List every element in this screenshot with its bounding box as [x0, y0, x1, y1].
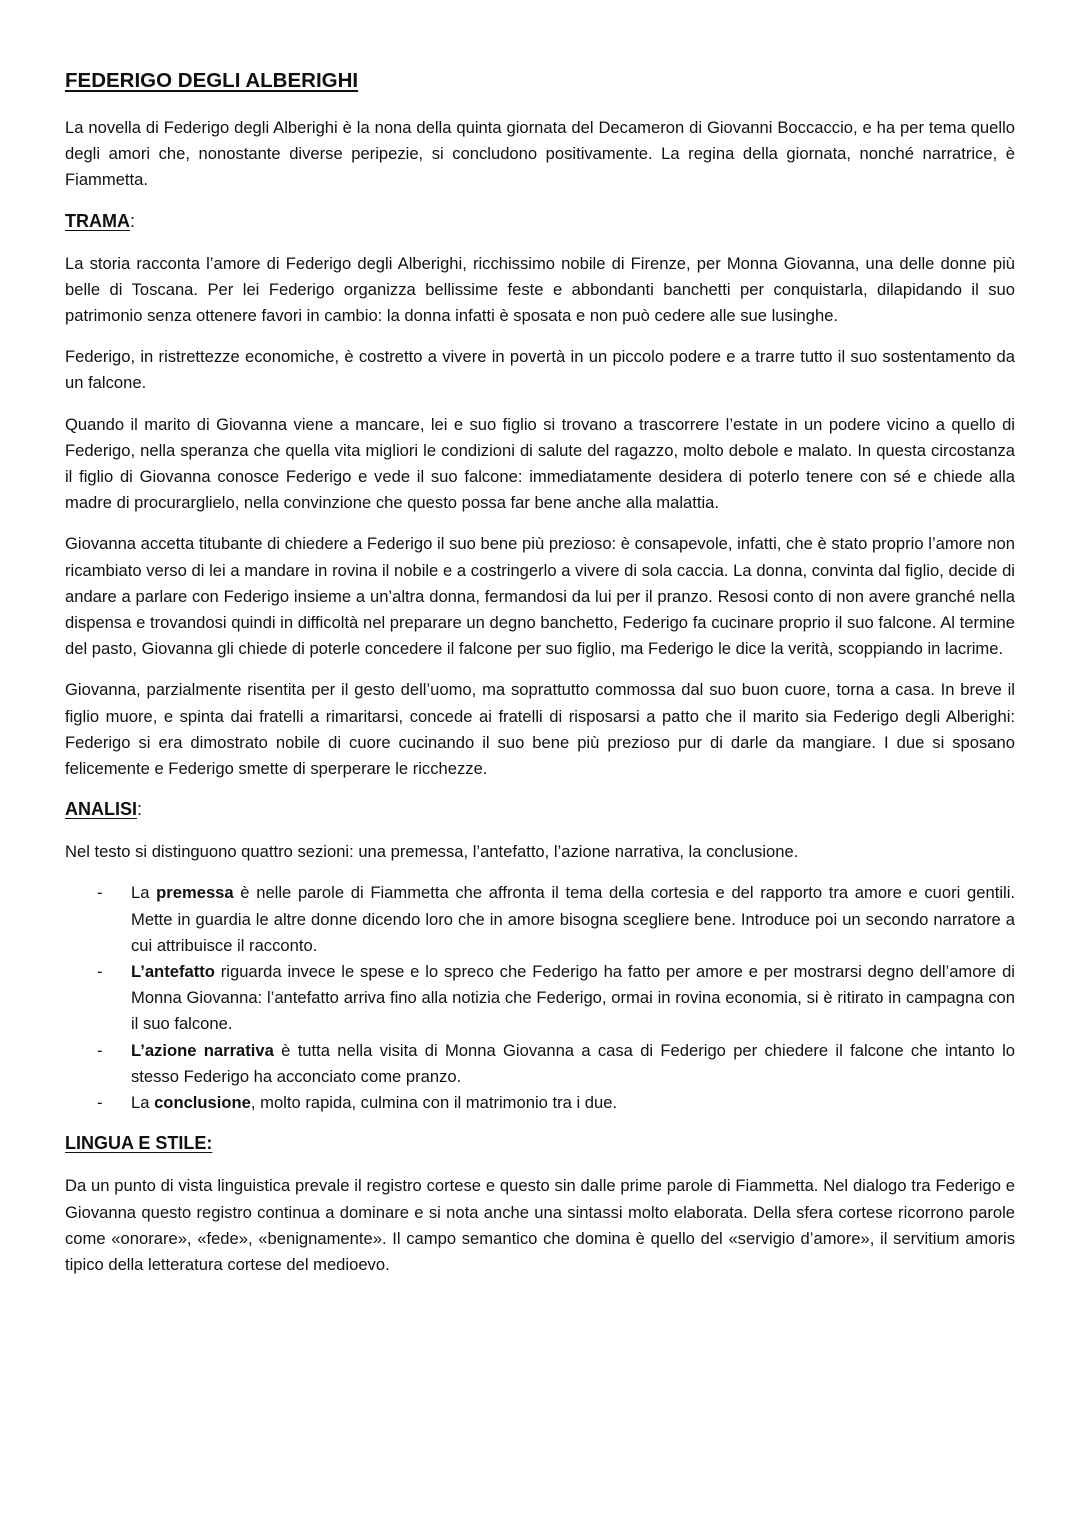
trama-paragraph-2: Federigo, in ristrettezze economiche, è costretto a vivere in povertà in un piccolo podere e a trarre tutto il suo sostentamento da un falcone.: [65, 347, 1015, 393]
section-heading-trama: [65, 209, 1015, 233]
section-heading-label: ANALISI: [65, 799, 137, 820]
document-title: FEDERIGO DEGLI ALBERIGHI: [65, 69, 359, 92]
list-item-text: riguarda invece le spese e lo spreco che Federigo ha fatto per amore e per mostrarsi degno dell’amore di Monna Giovanna: l’antefatto arriva fino alla notizia che Federigo, ormai in rovina economia, si è ritirato in campagna con il suo falcone.: [131, 962, 1015, 1034]
list-item-azione-narrativa: [65, 1038, 1015, 1090]
analisi-section-list: [65, 880, 1015, 1116]
list-item-text: è nelle parole di Fiammetta che affronta il tema della cortesia e del rapporto tra amore e cuori gentili. Mette in guardia le altre donne dicendo loro che in amore bisogna scegliere bene. Introduce poi un secondo narratore a cui attribuisce il racconto.: [131, 883, 1015, 955]
section-heading-label: TRAMA: [65, 210, 130, 231]
list-bullet-dash: -: [97, 1040, 103, 1060]
list-item-antefatto: [65, 959, 1015, 1038]
trama-paragraph-4: Giovanna accetta titubante di chiedere a Federigo il suo bene più prezioso: è consapevole, infatti, che è stato proprio l’amore non ricambiato verso di lei a mandare in rovina il nobile e a costringerlo a vivere di sola caccia. La donna, convinta dal figlio, decide di andare a parlare con Federigo insieme a un’altra donna, fermandosi da lui per il pranzo. Resosi conto di non avere granché nella dispensa e trovandosi quindi in difficoltà nel preparare un degno banchetto, Federigo fa cucinare proprio il suo falcone. Al termine del pasto, Giovanna gli chiede di poterle concedere il falcone per suo figlio, ma Federigo le dice la verità, scoppiando in lacrime.: [65, 534, 1015, 659]
list-item-conclusione: [65, 1090, 1015, 1116]
list-bullet-dash: -: [97, 962, 103, 982]
list-item-keyword: L’azione narrativa: [131, 1040, 274, 1060]
list-bullet-dash: -: [97, 1093, 103, 1113]
section-heading-colon: :: [130, 210, 136, 231]
trama-paragraph-3: Quando il marito di Giovanna viene a mancare, lei e suo figlio si trovano a trascorrere l’estate in un podere vicino a quello di Federigo, nella speranza che quella vita migliori le condizioni di salute del ragazzo, molto debole e malato. In questa circostanza il figlio di Giovanna conosce Federigo e vede il suo falcone: immediatamente desidera di poterlo tenere con sé e chiede alla madre di procurarglielo, nella convinzione che questo possa far bene anche alla malattia.: [65, 414, 1015, 513]
list-item-keyword: premessa: [156, 883, 234, 903]
list-item-keyword: conclusione: [154, 1093, 251, 1113]
list-item-text: , molto rapida, culmina con il matrimonio tra i due.: [250, 1093, 618, 1113]
section-heading-analisi: [65, 797, 1015, 821]
list-item-text: è tutta nella visita di Monna Giovanna a casa di Federigo per chiedere il falcone che intanto lo stesso Federigo ha acconciato come pranzo.: [131, 1040, 1015, 1086]
analisi-intro-paragraph: Nel testo si distinguono quattro sezioni: una premessa, l’antefatto, l’azione narrativa, la conclusione.: [65, 842, 799, 862]
list-item-keyword: L’antefatto: [131, 962, 215, 982]
section-heading-lingua-e-stile: [65, 1131, 1015, 1155]
lingua-paragraph: Da un punto di vista linguistica prevale il registro cortese e questo sin dalle prime parole di Fiammetta. Nel dialogo tra Federigo e Giovanna questo registro continua a dominare e si nota anche una sintassi molto elaborata. Della sfera cortese ricorrono parole come «onorare», «fede», «benignamente». Il campo semantico che domina è quello del «servigio d’amore», il servitium amoris tipico della letteratura cortese del medioevo.: [65, 1176, 1015, 1274]
list-item-premessa: [65, 880, 1015, 959]
list-item-text-prefix: La: [131, 883, 157, 903]
trama-paragraph-1: La storia racconta l’amore di Federigo degli Alberighi, ricchissimo nobile di Firenze, per Monna Giovanna, una delle donne più belle di Toscana. Per lei Federigo organizza bellissime feste e abbondanti banchetti per conquistarla, dilapidando il suo patrimonio senza ottenere favori in cambio: la donna infatti è sposata e non può cedere alle sue lusinghe.: [65, 253, 1015, 326]
document-page: [65, 68, 1015, 1293]
section-heading-colon: :: [137, 799, 143, 820]
trama-paragraph-5: Giovanna, parzialmente risentita per il gesto dell’uomo, ma soprattutto commossa dal suo buon cuore, torna a casa. In breve il figlio muore, e spinta dai fratelli a rimaritarsi, concede ai fratelli di risposarsi a patto che il marito sia Federigo degli Alberighi: Federigo si era dimostrato nobile di cuore cucinando il suo bene più prezioso pur di darle da mangiare. I due si sposano felicemente e Federigo smette di sperperare le ricchezze.: [65, 680, 1015, 779]
intro-paragraph: La novella di Federigo degli Alberighi è la nona della quinta giornata del Decameron di Giovanni Boccaccio, e ha per tema quello degli amori che, nonostante diverse peripezie, si concludono positivamente. La regina della giornata, nonché narratrice, è Fiammetta.: [65, 118, 1015, 190]
section-heading-label: LINGUA E STILE:: [65, 1133, 213, 1154]
list-bullet-dash: -: [97, 883, 103, 903]
list-item-text-prefix: La: [131, 1093, 155, 1113]
